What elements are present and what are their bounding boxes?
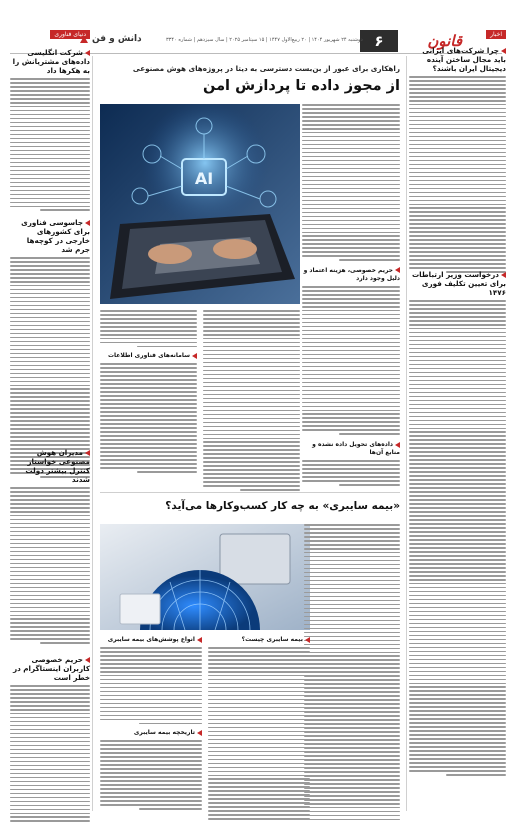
left-section-tag: دنیای فناوری	[50, 30, 90, 39]
left-story-body	[10, 78, 90, 211]
left-story	[10, 218, 90, 478]
right-story	[409, 46, 506, 273]
left-story-headline: شرکت انگلیسی داده‌های مشتریانش را به هکرها داد	[12, 48, 90, 75]
triangle-bullet-icon	[192, 353, 197, 359]
second-story-photo	[100, 524, 310, 630]
left-story-body	[10, 685, 90, 822]
second-story-subhead: بیمه سایبری چیست؟	[208, 636, 310, 644]
left-story	[10, 448, 90, 644]
page-number: ۶	[360, 30, 398, 52]
ai-chip-label: AI	[194, 169, 214, 188]
lead-story-body	[203, 310, 300, 491]
column-divider	[406, 56, 407, 811]
triangle-bullet-icon	[395, 442, 400, 448]
triangle-bullet-icon	[85, 220, 90, 226]
lead-story-body	[302, 286, 400, 435]
lead-story-subcolumn	[100, 310, 197, 491]
second-story-subhead: تاریخچه بیمه سایبری	[100, 729, 202, 737]
second-story-body	[304, 524, 400, 822]
section-title: دانش و فن	[92, 34, 142, 44]
cyber-shield-illustration	[100, 524, 310, 630]
triangle-bullet-icon	[501, 272, 506, 278]
right-column	[409, 30, 506, 815]
triangle-bullet-icon	[197, 637, 202, 643]
triangle-bullet-icon	[85, 450, 90, 456]
lead-story-column	[302, 104, 400, 486]
lead-story-photo	[100, 104, 300, 304]
brand-logo: قانون	[427, 32, 462, 50]
lead-story-subhead: حریم خصوصی، هزینه اعتماد و دلیل وجود دارد	[303, 266, 400, 282]
right-story-headline: چرا شرکت‌های ایرانی باید مجال ساختن آینده دیجیتال ایران باشند؟	[422, 46, 506, 73]
lead-story-body	[302, 460, 400, 486]
triangle-bullet-icon	[85, 657, 90, 663]
lead-story-headline: از مجوز داده تا پردازش امن	[203, 78, 400, 94]
second-story-subcolumn	[208, 636, 310, 822]
second-story-subhead: انواع پوشش‌های بیمه سایبری	[100, 636, 202, 644]
issue-info: دوشنبه ۲۴ شهریور ۱۴۰۴ | ۲۰ ربیع‌الاول ۱۴۴۷ | ۱۵ سپتامبر ۲۰۲۵ | سال سیزدهم | شماره ۳۳۴۰	[166, 37, 363, 43]
second-story-body	[100, 647, 202, 724]
main-content	[94, 56, 404, 816]
triangle-bullet-icon	[197, 730, 202, 736]
laptop-ai-illustration	[100, 104, 300, 304]
left-story-body	[10, 487, 90, 644]
lead-story-body	[302, 104, 400, 261]
left-story	[10, 655, 90, 822]
second-story-subcolumn	[100, 636, 202, 822]
lead-story-body	[100, 363, 197, 472]
lead-story-kicker: راهکاری برای عبور از بن‌بست دسترسی به دیتا در پروژه‌های هوش مصنوعی	[132, 64, 400, 73]
triangle-bullet-icon	[85, 50, 90, 56]
second-story-headline: «بیمه سایبری» به چه کار کسب‌وکارها می‌آید؟	[165, 500, 400, 512]
lead-story-subhead: سامانه‌های فناوری اطلاعات	[100, 352, 197, 360]
column-divider	[92, 56, 93, 811]
story-divider	[100, 492, 400, 493]
triangle-bullet-icon	[501, 48, 506, 54]
left-story-headline: جاسوسی فناوری برای کشورهای خارجی در کوچه‌ها جرم شد	[21, 218, 90, 254]
right-section-tag: اخبار	[486, 30, 506, 39]
triangle-bullet-icon	[395, 267, 400, 273]
left-story-headline: حریم خصوصی کاربران اینستاگرام در خطر است	[12, 655, 90, 682]
lead-story-subhead: داده‌های تحویل داده نشده و منابع آن‌ها	[312, 441, 400, 456]
second-story-body	[100, 740, 202, 809]
left-story-headline: مدیران هوش مصنوعی خواستار کنترل بیشتر دولت شدند	[25, 448, 90, 484]
triangle-bullet-icon	[305, 637, 310, 643]
left-story	[10, 48, 90, 211]
second-story-lower	[100, 636, 310, 822]
right-story-headline: درخواست وزیر ارتباطات برای تعیین تکلیف فوری ۱۴۷۶	[411, 270, 506, 297]
left-story-body	[10, 257, 90, 478]
lead-story-body	[100, 310, 197, 347]
right-story-body	[409, 300, 506, 776]
second-story-body	[208, 647, 310, 822]
right-story	[409, 270, 506, 776]
second-story-column	[304, 524, 400, 822]
right-story-body	[409, 76, 506, 273]
left-column	[10, 30, 90, 815]
lead-story-lower	[100, 310, 300, 491]
